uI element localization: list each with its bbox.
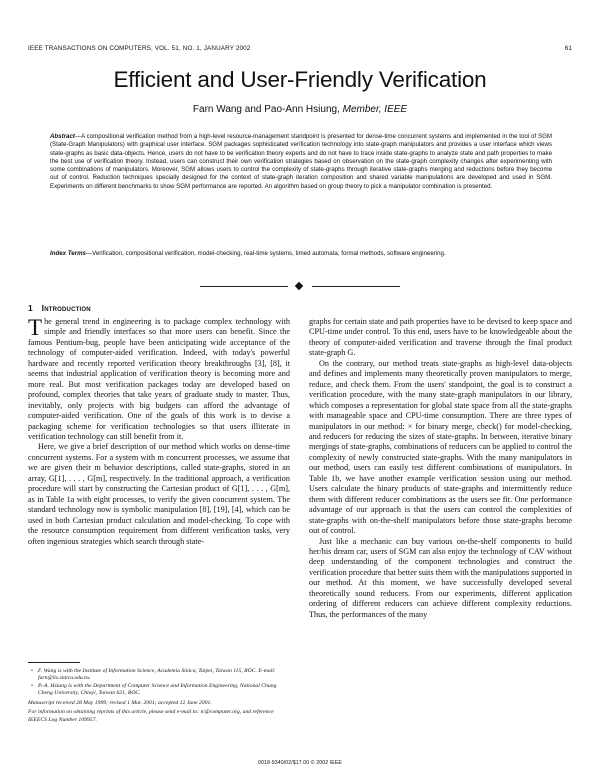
copyright-line: 0018-9340/02/$17.00 © 2002 IEEE: [258, 760, 342, 766]
intro-paragraph-2: Here, we give a brief description of our method which works on dense-time concurrent systems. For a system with m concurrent processes, we assume that we are given their m behavior descriptions, called state-graphs, stored in an array, G[1], . . . , G[m], respectively. In the traditional approach, a verification procedure will start by constructing the Cartesian product of G[1], . . . , G[m], as in Table 1a with eight processes, to verify the given concurrent system. The standard technology now is symbolic manipulation [8], [19], [4], which can be used in both Cartesian product calculation and model-checking. To cope with the resource consumption requirement from different verification tasks, very often ingenious strategies which search through state-: [28, 442, 290, 546]
journal-info: IEEE TRANSACTIONS ON COMPUTERS, VOL. 51, NO. 1, JANUARY 2002: [28, 45, 251, 52]
section-divider: [200, 282, 400, 290]
reprint-info: For information on obtaining reprints of this article, please send e-mail to: tc@computer.org, and reference IEEECS Log Number 109957.: [28, 709, 274, 723]
index-terms-text: —Verification, compositional verification, model-checking, real-time systems, timed automata, formal methods, software engineering.: [85, 250, 446, 257]
right-column: [309, 317, 572, 620]
author-line: [0, 104, 600, 115]
footnote-rule: [28, 662, 80, 663]
paper-title: Efficient and User-Friendly Verification: [113, 67, 487, 92]
left-column: [28, 317, 290, 547]
intro-paragraph-3: graphs for certain state and path properties have to be devised to keep space and CPU-time under control. To this end, users have to be knowledgeable about the theory of computer-aided verification and traverse through the final product state-graph G.: [309, 317, 572, 358]
divider-rule-left: [200, 286, 288, 287]
footnote-affiliation-1: • F. Wang is with the Institute of Information Science, Academia Sinica, Taipei, Taiwan 115, ROC. E-mail: farn@iis.sinica.edu.tw.: [31, 668, 276, 682]
abstract-label: Abstract: [50, 133, 75, 140]
diamond-ornament-icon: [295, 281, 303, 289]
footnote-affiliation-2: • P.-A. Hsiung is with the Department of Computer Science and Information Engineering, National Chung Cheng University, Chiayi, Taiwan 621, ROC.: [31, 682, 277, 696]
abstract-text: —A compositional verification method from a high-level resource-management standpoint is presented for dense-time concurrent systems and implemented in the tool of SGM (State-Graph Manipulators) with graphical user interface. SGM packages sophisticated verification technology into state-graph manipulators and provides a user interface which views state-graphs as basic data-objects. Hence, users do not have to be verification theory experts and do not have to trace inside state-graphs to analyze state and path properties to make the best use of verification theory. Instead, users can construct their own verification strategies based on observation on the state-graph complexity changes after experimenting with some combinations of manipulators. Moreover, SGM allows users to control the complexity of state-graphs through iterative state-graphs merging and reductions before they become out of control. Reduction techniques specially designed for the context of state-graph iteration composition and shared variable manipulations are developed and used in SGM. Experiments on different benchmarks to show SGM performance are reported. An algorithm based on group theory to pick a manipulator combination is presented.: [50, 133, 552, 190]
intro-paragraph-1: The general trend in engineering is to package complex technology with simple and friendly interfaces so that more users can benefit. Since the famous Pentium-bug, people have been anticipating wide acceptance of the technology of computer-aided verification. Indeed, with today's powerful hardware and recently reported verification theory breakthroughs [3], [8], it seems that industrial application of verification theory is becoming more and more real. But most verification packages today are developed based on profound, complex theories that take years of graduate study to master. Thus, inevitably, only projects with big budgets can afford the advantage of computer-aided verification. One of the goals of this work is to devise a packaging scheme for verification technologies so that users illiterate in verification technology can still benefit from it.: [28, 315, 290, 441]
footnotes: [28, 668, 290, 724]
bullet-icon: •: [31, 668, 33, 674]
divider-rule-right: [312, 286, 400, 287]
author-names: Farn Wang and Pao-Ann Hsiung,: [192, 104, 340, 115]
drop-cap: T: [28, 315, 43, 340]
abstract: [50, 133, 552, 191]
section-number: 1: [28, 303, 33, 313]
index-terms: [50, 250, 552, 258]
section-heading: [28, 303, 91, 313]
page-number: 61: [564, 45, 572, 52]
intro-paragraph-4: On the contrary, our method treats state-graphs as high-level data-objects and defines and implements many theoretically proven manipulators to merge, reduce, and check them. From the users' standpoint, the goal is to construct a verification procedure, with the many state-graph manipulators in our library, which composes a representation for global state space from all the state-graphs with manageable space and CPU-time consumption. There are three types of manipulators in our method: × for binary merge, check() for model-checking, and reducers for reducing the sizes of state-graphs. In between, iterative binary mergings of state-graphs, combinations of reducers can be applied to control the complexity of newly constructed state-graphs. With the many manipulators in our method, users can easily test different combinations of manipulators. In Table 1b, we have another example verification session using our method. Users calculate the binary products of state-graphs and intermittently reduce them with different reducer combinations as the users see fit. One performance advantage of our approach is that the users can control the complexities of state-graphs with on-the-shelf manipulators before those state-graphs become out of control.: [309, 358, 572, 536]
manuscript-dates: Manuscript received 28 May 1999; revised 1 Mar. 2001; accepted 12 June 2001.: [28, 700, 212, 707]
section-title: Introduction: [41, 303, 91, 313]
running-head: [28, 45, 572, 55]
bullet-icon: •: [31, 682, 33, 689]
author-membership: Member, IEEE: [342, 104, 408, 115]
intro-paragraph-5: Just like a mechanic can buy various on-the-shelf components to build her/his dream car, users of SGM can also enjoy the technology of CAV without deep understanding of the component technologies and construct the verification procedure that better suits them with the manipulations supported in our method. At this moment, we have successfully developed several theoretically sound reducers. From our experiments, different application ordering of different reducers can achieve different complexity reductions. Thus, the performances of the many: [309, 536, 572, 619]
index-terms-label: Index Terms: [50, 250, 86, 257]
